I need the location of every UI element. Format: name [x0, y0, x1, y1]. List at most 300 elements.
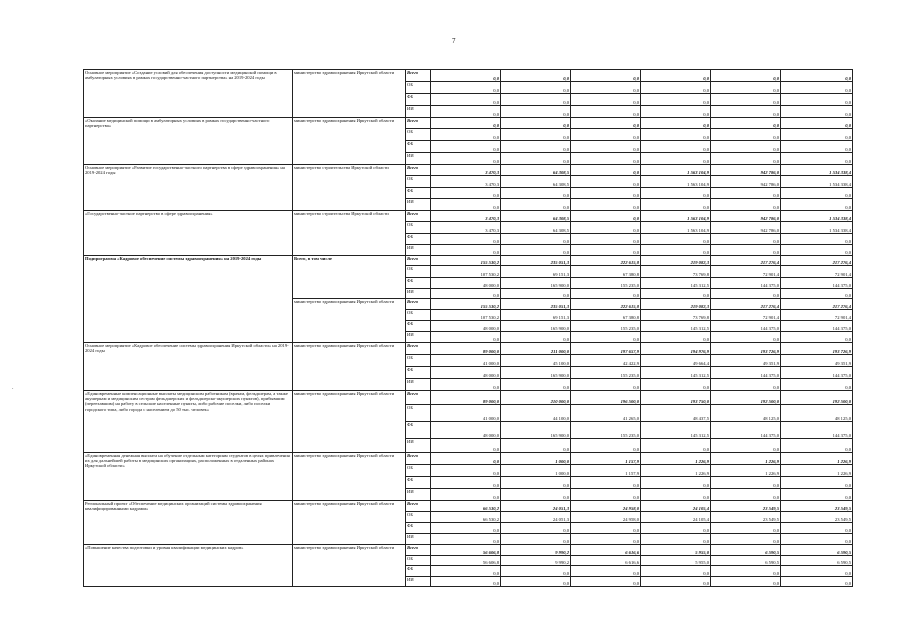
- amount-cell: 144 375,0: [711, 321, 781, 332]
- amount-cell: 0,0: [711, 489, 781, 501]
- funding-source-code: ОБ: [406, 355, 431, 367]
- funding-source-code: ФБ: [406, 278, 431, 289]
- amount-cell: 72 901,4: [781, 266, 853, 278]
- amount-cell: 3 470,3: [431, 222, 501, 234]
- amount-cell: 24 958,0: [571, 512, 641, 523]
- funding-source-code: ОБ: [406, 176, 431, 188]
- funding-source-code: ИИ: [406, 332, 431, 343]
- amount-cell: 0,0: [641, 577, 711, 587]
- amount-cell: 56 606,8: [431, 556, 501, 566]
- amount-cell: 0,0: [431, 118, 501, 129]
- funding-source-code: ФБ: [406, 367, 431, 379]
- amount-cell: 0,0: [431, 153, 501, 165]
- amount-cell: 0,0: [641, 82, 711, 94]
- amount-cell: 67 380,8: [571, 310, 641, 321]
- amount-cell: 24 051,3: [501, 501, 571, 512]
- amount-cell: 0,0: [711, 94, 781, 106]
- funding-source-code: ИИ: [406, 439, 431, 453]
- amount-cell: 0,0: [641, 534, 711, 545]
- amount-cell: 41 000,0: [431, 405, 501, 422]
- amount-cell: 23 549,5: [781, 501, 853, 512]
- funding-source-code: Всего: [406, 343, 431, 355]
- amount-cell: 0,0: [711, 118, 781, 129]
- amount-cell: 145 312,5: [641, 278, 711, 289]
- amount-cell: 6 590,5: [781, 545, 853, 556]
- table-row: [84, 501, 853, 512]
- amount-cell: 0,0: [431, 577, 501, 587]
- funding-source-code: Всего: [406, 118, 431, 129]
- executor-name: министерство здравоохранения Иркутской области: [293, 453, 406, 501]
- amount-cell: 0,0: [501, 118, 571, 129]
- amount-cell: 1 563 104,9: [641, 222, 711, 234]
- amount-cell: 64 308,5: [501, 165, 571, 176]
- activity-name: «Единовременная денежная выплата на обучение отдельным категориям студентов в целях привлечения их для дальнейшей работы в медицинских организациях, расположенных в отдаленных районах Иркутской области»: [84, 453, 293, 501]
- amount-cell: 24 051,3: [501, 512, 571, 523]
- amount-cell: 0,0: [781, 141, 853, 153]
- amount-cell: 0,0: [501, 153, 571, 165]
- amount-cell: 144 375,0: [781, 278, 853, 289]
- table-row: [84, 70, 853, 82]
- amount-cell: 72 901,4: [711, 266, 781, 278]
- funding-source-code: ФБ: [406, 422, 431, 439]
- funding-source-code: Всего: [406, 501, 431, 512]
- amount-cell: 0,0: [781, 566, 853, 577]
- funding-source-code: ОБ: [406, 310, 431, 321]
- amount-cell: 1 000,0: [501, 465, 571, 477]
- amount-cell: 165 900,0: [501, 278, 571, 289]
- amount-cell: 0,0: [641, 70, 711, 82]
- amount-cell: 0,0: [711, 234, 781, 245]
- amount-cell: 0,0: [571, 439, 641, 453]
- amount-cell: 0,0: [571, 82, 641, 94]
- amount-cell: 0,0: [431, 534, 501, 545]
- amount-cell: 72 901,4: [711, 310, 781, 321]
- funding-source-code: Всего: [406, 70, 431, 82]
- amount-cell: 0,0: [781, 534, 853, 545]
- amount-cell: 0,0: [711, 534, 781, 545]
- amount-cell: 0,0: [431, 289, 501, 299]
- funding-source-code: ФБ: [406, 234, 431, 245]
- executor-name: министерство строительства Иркутской области: [293, 165, 406, 211]
- amount-cell: 0,0: [781, 94, 853, 106]
- page-number: 7: [452, 37, 456, 45]
- amount-cell: 217 276,4: [711, 256, 781, 266]
- amount-cell: 0,0: [711, 245, 781, 256]
- amount-cell: 0,0: [641, 477, 711, 489]
- amount-cell: 64 308,5: [501, 176, 571, 188]
- amount-cell: 24 958,0: [571, 501, 641, 512]
- amount-cell: 1 534 338,4: [781, 211, 853, 222]
- amount-cell: 6 590,5: [781, 556, 853, 566]
- amount-cell: 48 000,0: [431, 321, 501, 332]
- funding-source-code: ОБ: [406, 556, 431, 566]
- funding-source-code: ФБ: [406, 477, 431, 489]
- funding-source-code: ИИ: [406, 577, 431, 587]
- amount-cell: 41 000,0: [431, 355, 501, 367]
- amount-cell: 0,0: [501, 94, 571, 106]
- funding-source-code: ОБ: [406, 405, 431, 422]
- activity-name: «Оказание медицинской помощи в амбулаторных условиях в рамках государственно-частного партнерства»: [84, 118, 293, 165]
- funding-source-code: Всего: [406, 165, 431, 176]
- activity-name: «Повышение качества подготовки и уровня квалификации медицинских кадров»: [84, 545, 293, 587]
- amount-cell: 0,0: [501, 523, 571, 534]
- amount-cell: 0,0: [781, 70, 853, 82]
- amount-cell: 107 530,2: [431, 266, 501, 278]
- amount-cell: 0,0: [431, 94, 501, 106]
- amount-cell: 44 100,0: [501, 405, 571, 422]
- amount-cell: 0,0: [431, 566, 501, 577]
- amount-cell: 0,0: [431, 379, 501, 391]
- funding-source-code: ФБ: [406, 94, 431, 106]
- amount-cell: 0,0: [781, 106, 853, 118]
- table-row: [84, 545, 853, 556]
- funding-source-code: Всего: [406, 299, 431, 310]
- activity-name: «Государственно-частное партнерство в сфере здравоохранения»: [84, 211, 293, 256]
- amount-cell: 49 351,9: [781, 355, 853, 367]
- amount-cell: 0,0: [431, 523, 501, 534]
- amount-cell: 0,0: [571, 176, 641, 188]
- amount-cell: 145 312,5: [641, 321, 711, 332]
- amount-cell: 0,0: [431, 439, 501, 453]
- funding-source-code: ИИ: [406, 534, 431, 545]
- amount-cell: 0,0: [641, 289, 711, 299]
- activity-name: Региональный проект «Обеспечение медицинских организаций системы здравоохранения квалифицированными кадрами»: [84, 501, 293, 545]
- amount-cell: 144 375,0: [711, 422, 781, 439]
- amount-cell: 0,0: [501, 379, 571, 391]
- amount-cell: 0,0: [711, 477, 781, 489]
- executor-name: министерство здравоохранения Иркутской области: [293, 70, 406, 118]
- amount-cell: 193 750,0: [641, 391, 711, 405]
- amount-cell: 48 437,5: [641, 405, 711, 422]
- amount-cell: 48 125,0: [711, 405, 781, 422]
- amount-cell: 0,0: [641, 379, 711, 391]
- amount-cell: 155 530,2: [431, 299, 501, 310]
- funding-source-code: ФБ: [406, 523, 431, 534]
- funding-source-code: Всего: [406, 453, 431, 465]
- amount-cell: 193 726,9: [711, 343, 781, 355]
- amount-cell: 0,0: [781, 379, 853, 391]
- amount-cell: 0,0: [781, 523, 853, 534]
- amount-cell: 0,0: [571, 379, 641, 391]
- amount-cell: 1 563 104,9: [641, 211, 711, 222]
- amount-cell: 6 590,5: [711, 556, 781, 566]
- amount-cell: 0,0: [571, 165, 641, 176]
- table-row: [84, 118, 853, 129]
- amount-cell: 0,0: [501, 188, 571, 199]
- amount-cell: 89 000,0: [431, 343, 501, 355]
- amount-cell: 0,0: [711, 188, 781, 199]
- amount-cell: 0,0: [501, 289, 571, 299]
- amount-cell: 0,0: [431, 106, 501, 118]
- funding-source-code: ОБ: [406, 222, 431, 234]
- activity-name: Подпрограмма «Кадровое обеспечение системы здравоохранения» на 2019-2024 годы: [84, 256, 293, 343]
- activity-name: «Единовременные компенсационные выплаты медицинским работникам (врачам, фельдшерам, а также акушеркам и медицинским сестрам фельдшерских и фельдшерско-акушерских пунктов), прибывшим (переехавшим) на работу в сельские населенные пункты, либо рабочие поселки, либо поселки городского типа, либо города с населением до 50 тыс. человек»: [84, 391, 293, 453]
- amount-cell: 165 900,0: [501, 422, 571, 439]
- amount-cell: 0,0: [501, 129, 571, 141]
- executor-name: министерство здравоохранения Иркутской области: [293, 343, 406, 391]
- amount-cell: 0,0: [781, 188, 853, 199]
- amount-cell: 0,0: [571, 577, 641, 587]
- side-mark: .: [12, 385, 14, 391]
- amount-cell: 0,0: [501, 332, 571, 343]
- executor-name: Всего, в том числе: [293, 256, 406, 299]
- amount-cell: 0,0: [781, 577, 853, 587]
- amount-cell: 0,0: [431, 234, 501, 245]
- amount-cell: 0,0: [571, 289, 641, 299]
- amount-cell: 0,0: [571, 489, 641, 501]
- funding-source-code: ИИ: [406, 245, 431, 256]
- amount-cell: 219 082,3: [641, 256, 711, 266]
- funding-source-code: ФБ: [406, 141, 431, 153]
- amount-cell: 56 606,8: [431, 545, 501, 556]
- funding-source-code: ОБ: [406, 266, 431, 278]
- amount-cell: 9 990,2: [501, 556, 571, 566]
- amount-cell: 0,0: [711, 577, 781, 587]
- amount-cell: 0,0: [501, 234, 571, 245]
- amount-cell: 9 990,2: [501, 545, 571, 556]
- amount-cell: 41 265,0: [571, 405, 641, 422]
- amount-cell: 0,0: [571, 534, 641, 545]
- amount-cell: 222 615,8: [571, 299, 641, 310]
- amount-cell: 0,0: [571, 118, 641, 129]
- amount-cell: 0,0: [781, 477, 853, 489]
- amount-cell: 155 530,2: [431, 256, 501, 266]
- amount-cell: 942 786,0: [711, 211, 781, 222]
- amount-cell: 0,0: [711, 153, 781, 165]
- amount-cell: 73 769,8: [641, 310, 711, 321]
- amount-cell: 0,0: [711, 289, 781, 299]
- amount-cell: 0,0: [711, 379, 781, 391]
- amount-cell: 0,0: [501, 477, 571, 489]
- funding-source-code: Всего: [406, 256, 431, 266]
- amount-cell: 48 000,0: [431, 278, 501, 289]
- amount-cell: 72 901,4: [781, 310, 853, 321]
- amount-cell: 0,0: [711, 566, 781, 577]
- amount-cell: 0,0: [781, 332, 853, 343]
- amount-cell: 0,0: [501, 577, 571, 587]
- executor-name: министерство здравоохранения Иркутской области: [293, 299, 406, 343]
- amount-cell: 0,0: [641, 106, 711, 118]
- amount-cell: 0,0: [571, 332, 641, 343]
- amount-cell: 0,0: [711, 439, 781, 453]
- amount-cell: 1 534 338,4: [781, 176, 853, 188]
- amount-cell: 24 105,4: [641, 512, 711, 523]
- amount-cell: 0,0: [641, 118, 711, 129]
- amount-cell: 107 530,2: [431, 310, 501, 321]
- amount-cell: 0,0: [711, 332, 781, 343]
- amount-cell: 0,0: [641, 245, 711, 256]
- amount-cell: 155 235,0: [571, 278, 641, 289]
- table-row: [84, 391, 853, 405]
- amount-cell: 0,0: [641, 234, 711, 245]
- amount-cell: 0,0: [781, 153, 853, 165]
- amount-cell: 0,0: [641, 439, 711, 453]
- amount-cell: 0,0: [641, 199, 711, 211]
- funding-source-code: ОБ: [406, 512, 431, 523]
- amount-cell: 0,0: [571, 234, 641, 245]
- executor-name: министерство здравоохранения Иркутской области: [293, 545, 406, 587]
- amount-cell: 0,0: [571, 222, 641, 234]
- amount-cell: 144 375,0: [781, 367, 853, 379]
- amount-cell: 0,0: [641, 566, 711, 577]
- amount-cell: 0,0: [641, 129, 711, 141]
- amount-cell: 0,0: [641, 332, 711, 343]
- executor-name: министерство здравоохранения Иркутской области: [293, 391, 406, 453]
- amount-cell: 211 000,0: [501, 343, 571, 355]
- amount-cell: 24 105,4: [641, 501, 711, 512]
- amount-cell: 0,0: [641, 153, 711, 165]
- amount-cell: 194 976,9: [641, 343, 711, 355]
- amount-cell: 197 657,9: [571, 343, 641, 355]
- amount-cell: 0,0: [641, 523, 711, 534]
- amount-cell: 144 375,0: [781, 422, 853, 439]
- table-row: [84, 165, 853, 176]
- funding-source-code: ИИ: [406, 199, 431, 211]
- amount-cell: 0,0: [431, 489, 501, 501]
- amount-cell: 144 375,0: [711, 367, 781, 379]
- amount-cell: 0,0: [501, 106, 571, 118]
- amount-cell: 48 000,0: [431, 367, 501, 379]
- amount-cell: 0,0: [781, 245, 853, 256]
- amount-cell: 217 276,4: [711, 299, 781, 310]
- amount-cell: 193 726,9: [781, 343, 853, 355]
- amount-cell: 3 470,3: [431, 211, 501, 222]
- amount-cell: 0,0: [641, 94, 711, 106]
- amount-cell: 69 151,3: [501, 266, 571, 278]
- amount-cell: 0,0: [431, 245, 501, 256]
- amount-cell: 222 615,8: [571, 256, 641, 266]
- amount-cell: 0,0: [571, 129, 641, 141]
- amount-cell: 49 664,4: [641, 355, 711, 367]
- amount-cell: 6 616,6: [571, 545, 641, 556]
- amount-cell: 145 312,5: [641, 422, 711, 439]
- funding-source-code: Всего: [406, 391, 431, 405]
- amount-cell: 0,0: [781, 489, 853, 501]
- amount-cell: 0,0: [571, 70, 641, 82]
- financing-table: [83, 69, 853, 587]
- amount-cell: 155 235,0: [571, 422, 641, 439]
- table-row: [84, 256, 853, 266]
- executor-name: министерство здравоохранения Иркутской области: [293, 118, 406, 165]
- amount-cell: 192 500,0: [711, 391, 781, 405]
- amount-cell: 235 051,3: [501, 299, 571, 310]
- amount-cell: 89 000,0: [431, 391, 501, 405]
- amount-cell: 0,0: [431, 129, 501, 141]
- funding-source-code: ИИ: [406, 106, 431, 118]
- funding-source-code: ИИ: [406, 379, 431, 391]
- amount-cell: 0,0: [431, 453, 501, 465]
- amount-cell: 942 786,0: [711, 165, 781, 176]
- amount-cell: 0,0: [571, 141, 641, 153]
- amount-cell: 1 157,9: [571, 453, 641, 465]
- amount-cell: 42 422,9: [571, 355, 641, 367]
- funding-source-code: ИИ: [406, 489, 431, 501]
- amount-cell: 69 151,3: [501, 310, 571, 321]
- amount-cell: 0,0: [571, 566, 641, 577]
- amount-cell: 0,0: [781, 82, 853, 94]
- amount-cell: 0,0: [571, 199, 641, 211]
- amount-cell: 0,0: [641, 489, 711, 501]
- amount-cell: 0,0: [501, 439, 571, 453]
- amount-cell: 219 082,3: [641, 299, 711, 310]
- amount-cell: 64 308,5: [501, 222, 571, 234]
- amount-cell: 942 786,0: [711, 222, 781, 234]
- amount-cell: 0,0: [571, 188, 641, 199]
- table-row: [84, 453, 853, 465]
- amount-cell: 0,0: [501, 489, 571, 501]
- amount-cell: 1 563 104,9: [641, 176, 711, 188]
- amount-cell: 1 563 104,9: [641, 165, 711, 176]
- executor-name: министерство здравоохранения Иркутской области: [293, 501, 406, 545]
- amount-cell: 0,0: [501, 534, 571, 545]
- amount-cell: 145 312,5: [641, 367, 711, 379]
- amount-cell: 6 616,6: [571, 556, 641, 566]
- table-row: [84, 211, 853, 222]
- funding-source-code: ОБ: [406, 465, 431, 477]
- funding-source-code: ОБ: [406, 82, 431, 94]
- amount-cell: 0,0: [781, 199, 853, 211]
- amount-cell: 6 590,5: [711, 545, 781, 556]
- amount-cell: 64 308,5: [501, 211, 571, 222]
- amount-cell: 0,0: [431, 188, 501, 199]
- amount-cell: 0,0: [711, 82, 781, 94]
- amount-cell: 0,0: [431, 82, 501, 94]
- amount-cell: 0,0: [501, 566, 571, 577]
- amount-cell: 196 500,0: [571, 391, 641, 405]
- amount-cell: 5 955,0: [641, 556, 711, 566]
- funding-source-code: Всего: [406, 545, 431, 556]
- amount-cell: 210 000,0: [501, 391, 571, 405]
- amount-cell: 0,0: [501, 70, 571, 82]
- amount-cell: 0,0: [431, 477, 501, 489]
- activity-name: Основное мероприятие «Кадровое обеспечение системы здравоохранения Иркутской области» на 2019-2024 годы: [84, 343, 293, 391]
- amount-cell: 3 470,3: [431, 165, 501, 176]
- amount-cell: 5 955,0: [641, 545, 711, 556]
- executor-name: министерство строительства Иркутской области: [293, 211, 406, 256]
- amount-cell: 0,0: [501, 141, 571, 153]
- amount-cell: 192 500,0: [781, 391, 853, 405]
- amount-cell: 1 000,0: [501, 453, 571, 465]
- amount-cell: 0,0: [431, 141, 501, 153]
- amount-cell: 1 226,9: [711, 465, 781, 477]
- amount-cell: 0,0: [431, 70, 501, 82]
- amount-cell: 0,0: [781, 234, 853, 245]
- amount-cell: 1 534 338,4: [781, 165, 853, 176]
- amount-cell: 45 100,0: [501, 355, 571, 367]
- amount-cell: 217 276,4: [781, 299, 853, 310]
- amount-cell: 0,0: [571, 94, 641, 106]
- amount-cell: 0,0: [501, 245, 571, 256]
- amount-cell: 0,0: [711, 523, 781, 534]
- amount-cell: 0,0: [781, 129, 853, 141]
- amount-cell: 0,0: [571, 153, 641, 165]
- amount-cell: 0,0: [431, 465, 501, 477]
- amount-cell: 1 226,9: [711, 453, 781, 465]
- amount-cell: 0,0: [711, 106, 781, 118]
- amount-cell: 217 276,4: [781, 256, 853, 266]
- amount-cell: 0,0: [641, 188, 711, 199]
- amount-cell: 0,0: [711, 199, 781, 211]
- amount-cell: 0,0: [711, 129, 781, 141]
- amount-cell: 155 235,0: [571, 367, 641, 379]
- activity-name: Основное мероприятие «Создание условий для обеспечения доступности медицинской помощи в амбулаторных условиях в рамках государственно-частного партнерства» на 2019-2024 годы: [84, 70, 293, 118]
- amount-cell: 0,0: [571, 523, 641, 534]
- amount-cell: 1 157,9: [571, 465, 641, 477]
- funding-source-code: ИИ: [406, 289, 431, 299]
- amount-cell: 66 530,2: [431, 512, 501, 523]
- table-row: [84, 343, 853, 355]
- amount-cell: 0,0: [501, 82, 571, 94]
